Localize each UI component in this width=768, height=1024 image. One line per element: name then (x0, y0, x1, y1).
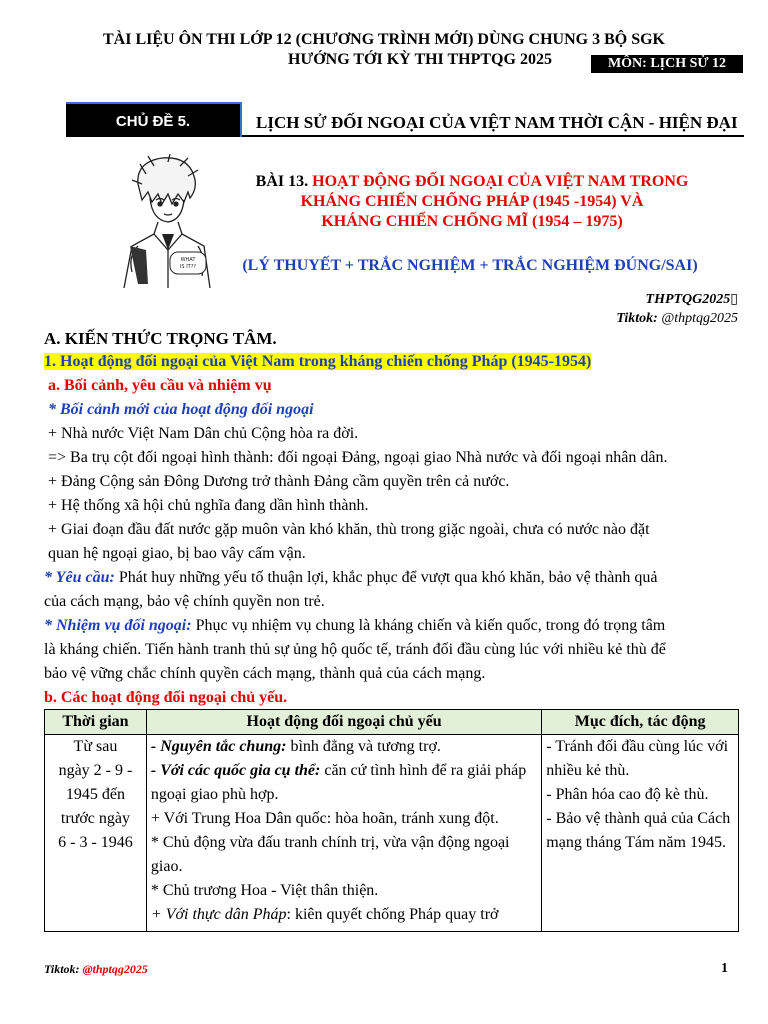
time-cell (45, 735, 147, 932)
tiktok-label: Tiktok: (616, 311, 658, 326)
page-number: 1 (721, 961, 728, 976)
footer-label: Tiktok: (44, 962, 80, 976)
purpose-line: - Phân hóa cao độ kè thù. (546, 786, 709, 803)
task-text: Phục vụ nhiệm vụ chung là kháng chiến và kiến quốc, trong đó trọng tâm (191, 617, 666, 634)
speech-bubble-text: WHAT (180, 257, 196, 263)
doc-header-line2: HƯỚNG TỚI KỲ THI THPTQG 2025 (288, 51, 552, 68)
countries-text: căn cứ tình hình để ra giải pháp ngoại giao phù hợp. (150, 762, 527, 803)
context-heading: * Bối cảnh mới của hoạt động đối ngoại (48, 401, 314, 418)
column-header: Thời gian (45, 710, 147, 735)
tiktok-tag (616, 311, 738, 327)
activities-table (44, 709, 739, 932)
time-line: 6 - 3 - 1946 (58, 834, 133, 851)
context-item: => Ba trụ cột đối ngoại hình thành: đối ngoại Đảng, ngoại giao Nhà nước và đối ngoại nhân dân. (48, 449, 668, 466)
time-line: 1945 đến (65, 786, 125, 803)
hashtag-text: THPTQG2025 (645, 292, 731, 307)
purpose-line: - Tránh đối đầu cùng lúc với nhiều kẻ thù. (546, 738, 729, 779)
checkbox-glyph-icon: ▯ (730, 292, 738, 307)
requirement-paragraph (44, 566, 744, 590)
section-1-heading: 1. Hoạt động đối ngoại của Việt Nam trong kháng chiến chống Pháp (1945-1954) (44, 353, 592, 370)
activity-line: * Chủ trương Hoa - Việt thân thiện. (150, 882, 379, 899)
purpose-line: - Bảo vệ thành quả của Cách mạng tháng Tám năm 1945. (546, 810, 731, 851)
subsection-b-heading: b. Các hoạt động đối ngoại chủ yếu. (44, 689, 288, 706)
context-item: + Hệ thống xã hội chủ nghĩa đang dần hình thành. (48, 497, 369, 514)
task-label: * Nhiệm vụ đối ngoại: (44, 617, 192, 634)
lesson-title (222, 172, 722, 232)
france-label: + Với thực dân Pháp (150, 906, 287, 923)
task-text-cont: bảo vệ vững chắc chính quyền cách mạng, thành quả của cách mạng. (44, 665, 486, 682)
context-item: + Nhà nước Việt Nam Dân chủ Cộng hòa ra đời. (48, 425, 359, 442)
lesson-title-line2: KHÁNG CHIẾN CHỐNG PHÁP (1945 -1954) VÀ (300, 193, 644, 210)
principle-text: bình đẳng và tương trợ. (286, 738, 441, 755)
context-item: quan hệ ngoại giao, bị bao vây cấm vận. (48, 545, 306, 562)
doc-header-line1: TÀI LIỆU ÔN THI LỚP 12 (CHƯƠNG TRÌNH MỚI) DÙNG CHUNG 3 BỘ SGK (103, 31, 665, 48)
requirement-text-cont: của cách mạng, bảo vệ chính quyền non trẻ. (44, 593, 325, 610)
topic-badge: CHỦ ĐỀ 5. (66, 102, 242, 137)
anime-character-illustration (118, 154, 214, 288)
section-a-heading: A. KIẾN THỨC TRỌNG TÂM. (44, 329, 277, 348)
activity-line: + Với Trung Hoa Dân quốc: hòa hoãn, tránh xung đột. (150, 810, 499, 827)
time-line: ngày 2 - 9 - (58, 762, 133, 779)
requirement-label: * Yêu cầu: (44, 569, 115, 586)
principle-label: - Nguyên tắc chung: (150, 738, 287, 755)
topic-title: LỊCH SỬ ĐỐI NGOẠI CỦA VIỆT NAM THỜI CẬN - HIỆN ĐẠI (256, 113, 738, 132)
france-text: : kiên quyết chống Pháp quay trở (286, 906, 499, 923)
time-line: Từ sau (73, 738, 118, 755)
column-header: Hoạt động đối ngoại chủ yếu (146, 710, 541, 735)
column-header: Mục đích, tác động (542, 710, 739, 735)
time-line: trước ngày (60, 810, 130, 827)
topic-divider (242, 135, 744, 137)
activity-cell (146, 735, 541, 932)
task-paragraph (44, 614, 744, 638)
footer-handle: @thptqg2025 (82, 962, 148, 976)
requirement-text: Phát huy những yếu tố thuận lợi, khắc phục để vượt qua khó khăn, bảo vệ thành quả (114, 569, 658, 586)
lesson-title-line1: HOẠT ĐỘNG ĐỐI NGOẠI CỦA VIỆT NAM TRONG (312, 173, 689, 190)
lesson-subtitle: (LÝ THUYẾT + TRẮC NGHIỆM + TRẮC NGHIỆM ĐÚNG/SAI) (242, 257, 698, 274)
context-item: + Giai đoạn đầu đất nước gặp muôn vàn khó khăn, thù trong giặc ngoài, chưa có nước nào đặt (48, 521, 650, 538)
svg-text:IS IT??: IS IT?? (179, 264, 197, 270)
activity-line: * Chủ động vừa đấu tranh chính trị, vừa vận động ngoại giao. (150, 834, 510, 875)
footer-tiktok (44, 962, 148, 977)
subsection-a-heading: a. Bối cảnh, yêu cầu và nhiệm vụ (48, 377, 272, 394)
table-header-row (45, 710, 739, 735)
subject-badge: MÔN: LỊCH SỬ 12 (591, 55, 743, 73)
lesson-title-line3: KHÁNG CHIẾN CHỐNG MĨ (1954 – 1975) (321, 213, 623, 230)
context-item: + Đảng Cộng sản Đông Dương trở thành Đảng cầm quyền trên cả nước. (48, 473, 510, 490)
hashtag-line (646, 292, 738, 308)
task-text-cont: là kháng chiến. Tiến hành tranh thủ sự ủng hộ quốc tế, tránh đối đầu cùng lúc với nhiều kẻ thù để (44, 641, 666, 658)
table-row (45, 735, 739, 932)
lesson-number: BÀI 13. (255, 173, 309, 190)
countries-label: - Với các quốc gia cụ thể: (150, 762, 321, 779)
main-content (44, 328, 744, 710)
tiktok-handle: @thptqg2025 (661, 311, 738, 326)
purpose-cell (542, 735, 739, 932)
